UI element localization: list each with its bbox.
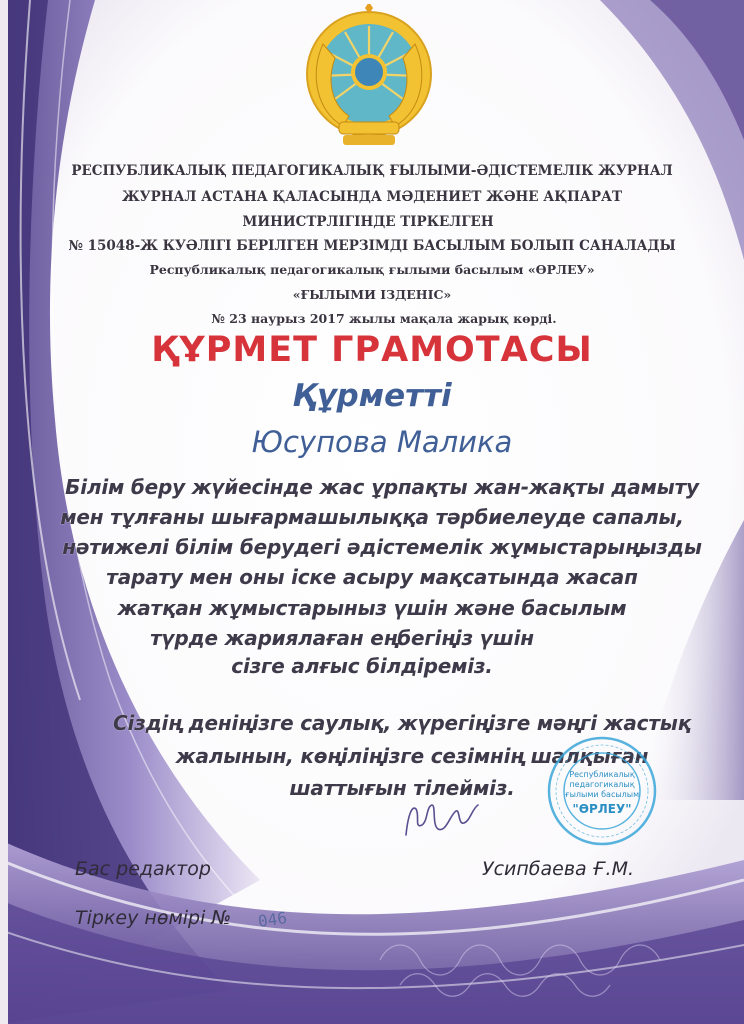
registration-number: 046 (256, 908, 289, 931)
registration-label: Тіркеу нөмірі № (75, 907, 232, 929)
editor-label: Бас редактор (75, 858, 211, 880)
header-publication-name: Республикалық педагогикалық ғылыми басылым «ӨРЛЕУ» (149, 262, 595, 277)
signature (398, 795, 488, 845)
body-line: нәтижелі білім берудегі әдістемелік жұмыстарыңызды (62, 535, 702, 559)
header-certificate-number: № 15048-Ж КУӘЛІГІ БЕРІЛГЕН МЕРЗІМДІ БАСЫЛЫМ БОЛЫП САНАЛАДЫ (68, 238, 676, 254)
header-issue-date: № 23 наурыз 2017 жылы мақала жарық көрді. (211, 311, 557, 326)
header-registration-line-1: ЖУРНАЛ АСТАНА ҚАЛАСЫНДА МӘДЕНИЕТ ЖӘНЕ АҚПАРАТ (121, 189, 623, 205)
body-line: Білім беру жүйесінде жас ұрпақты жан-жақты дамыту (65, 475, 699, 499)
body-line: сізге алғыс білдіреміз. (231, 654, 493, 678)
state-emblem (303, 4, 435, 150)
body-line: жатқан жұмыстарыныз үшін және басылым (117, 596, 627, 620)
editor-name: Усипбаева Ғ.М. (482, 858, 635, 880)
wish-line: Сіздің денiңізге саулық, жүрегіңізге мәңгі жастық (113, 711, 691, 735)
wish-line: шаттығын тілейміз. (289, 776, 515, 800)
body-line: түрде жариялаған еңбегіңіз үшін (150, 626, 534, 650)
header-journal-name: РЕСПУБЛИКАЛЫҚ ПЕДАГОГИКАЛЫҚ ҒЫЛЫМИ-ӘДІСТЕМЕЛІК ЖУРНАЛ (71, 163, 673, 179)
body-line: мен тұлғаны шығармашылыққа тәрбиелеуде сапалы, (60, 505, 684, 529)
stamp-name: "ӨРЛЕУ" (572, 802, 632, 816)
certificate-title: ҚҰРМЕТ ГРАМОТАСЫ (151, 330, 593, 370)
body-line: тарату мен оны іске асыру мақсатында жасап (106, 565, 638, 589)
stamp-text-line: ғылыми басылым (564, 790, 640, 799)
header-section-name: «ҒЫЛЫМИ ІЗДЕНІС» (292, 287, 452, 302)
salutation: Құрметті (292, 378, 452, 414)
recipient-name: Юсупова Малика (251, 425, 513, 459)
header-registration-line-2: МИНИСТРЛІГІНДЕ ТІРКЕЛГЕН (242, 214, 494, 230)
stamp-text-line: педагогикалық (569, 780, 635, 789)
organization-stamp (545, 735, 659, 847)
wish-line: жалынын, көңіліңізге сезімнің шалқыған (175, 744, 649, 768)
stamp-text-line: Республикалық (569, 770, 635, 779)
